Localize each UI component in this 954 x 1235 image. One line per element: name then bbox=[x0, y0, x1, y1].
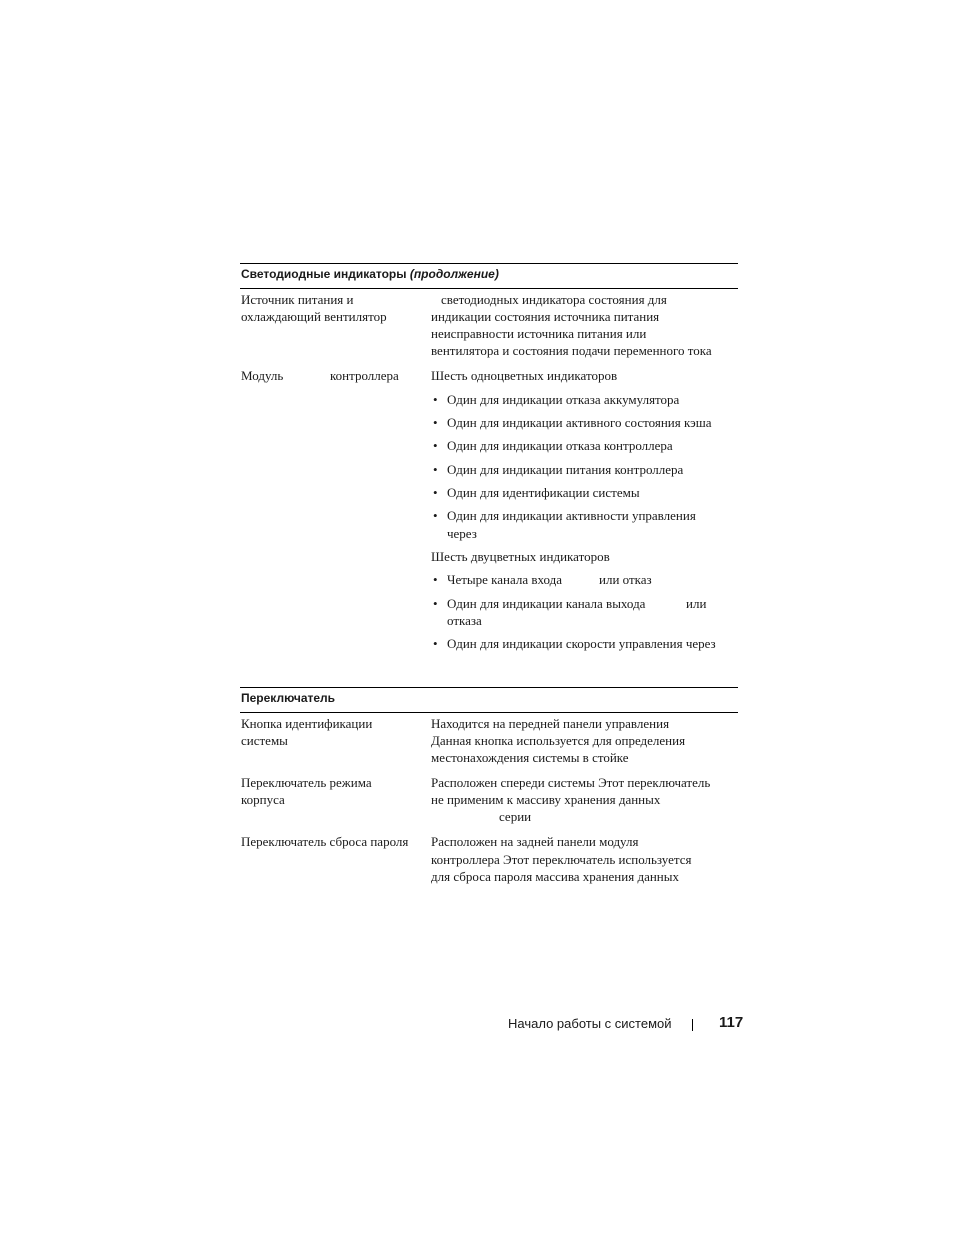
list-item-continuation: через bbox=[447, 526, 477, 541]
row-description: Расположен на задней панели модуля bbox=[431, 834, 639, 849]
section-heading-leds bbox=[240, 263, 738, 289]
row-description: Данная кнопка используется для определения bbox=[431, 733, 686, 748]
list-heading: Шесть двуцветных индикаторов bbox=[431, 549, 610, 564]
row-label: охлаждающий вентилятор bbox=[241, 309, 387, 324]
row-description: неисправности источника питания или bbox=[431, 326, 647, 341]
bullet-icon: • bbox=[433, 438, 438, 453]
row-description: для сброса пароля массива хранения данных bbox=[431, 869, 679, 884]
section-title: Переключатель bbox=[241, 691, 336, 705]
bullet-icon: • bbox=[433, 485, 438, 500]
bullet-icon: • bbox=[433, 415, 438, 430]
bullet-icon: • bbox=[433, 572, 438, 587]
row-label: Модуль bbox=[241, 368, 284, 383]
list-item-text: или отказ bbox=[599, 572, 652, 587]
footer-chapter-title: Начало работы с системой bbox=[508, 1016, 672, 1031]
row-description: светодиодных индикатора состояния для bbox=[441, 292, 667, 307]
bullet-icon: • bbox=[433, 462, 438, 477]
section-title-continued: (продолжение) bbox=[409, 267, 499, 281]
section-title: Светодиодные индикаторы bbox=[241, 267, 407, 281]
footer-separator bbox=[692, 1019, 693, 1031]
row-label: корпуса bbox=[241, 792, 285, 807]
bullet-icon: • bbox=[433, 392, 438, 407]
row-description: вентилятора и состояния подачи переменного тока bbox=[431, 343, 712, 358]
row-description: местонахождения системы в стойке bbox=[431, 750, 629, 765]
row-label: Переключатель режима bbox=[241, 775, 372, 790]
page-number: 117 bbox=[719, 1014, 744, 1031]
section-heading-switches bbox=[240, 687, 738, 713]
list-item-continuation: отказа bbox=[447, 613, 482, 628]
bullet-icon: • bbox=[433, 596, 438, 611]
row-label: контроллера bbox=[330, 368, 399, 383]
list-item-text: или bbox=[686, 596, 707, 611]
row-label: Переключатель сброса пароля bbox=[241, 834, 409, 849]
bullet-icon: • bbox=[433, 508, 438, 523]
row-description: контроллера Этот переключатель используется bbox=[431, 852, 692, 867]
row-description: серии bbox=[499, 809, 532, 824]
row-description: Находится на передней панели управления bbox=[431, 716, 670, 731]
row-description: Расположен спереди системы Этот переключатель bbox=[431, 775, 711, 790]
row-label: Источник питания и bbox=[241, 292, 354, 307]
row-description: индикации состояния источника питания bbox=[431, 309, 660, 324]
row-label: Кнопка идентификации bbox=[241, 716, 373, 731]
row-description: не применим к массиву хранения данных bbox=[431, 792, 661, 807]
list-heading: Шесть одноцветных индикаторов bbox=[431, 368, 618, 383]
row-label: системы bbox=[241, 733, 288, 748]
bullet-icon: • bbox=[433, 636, 438, 651]
